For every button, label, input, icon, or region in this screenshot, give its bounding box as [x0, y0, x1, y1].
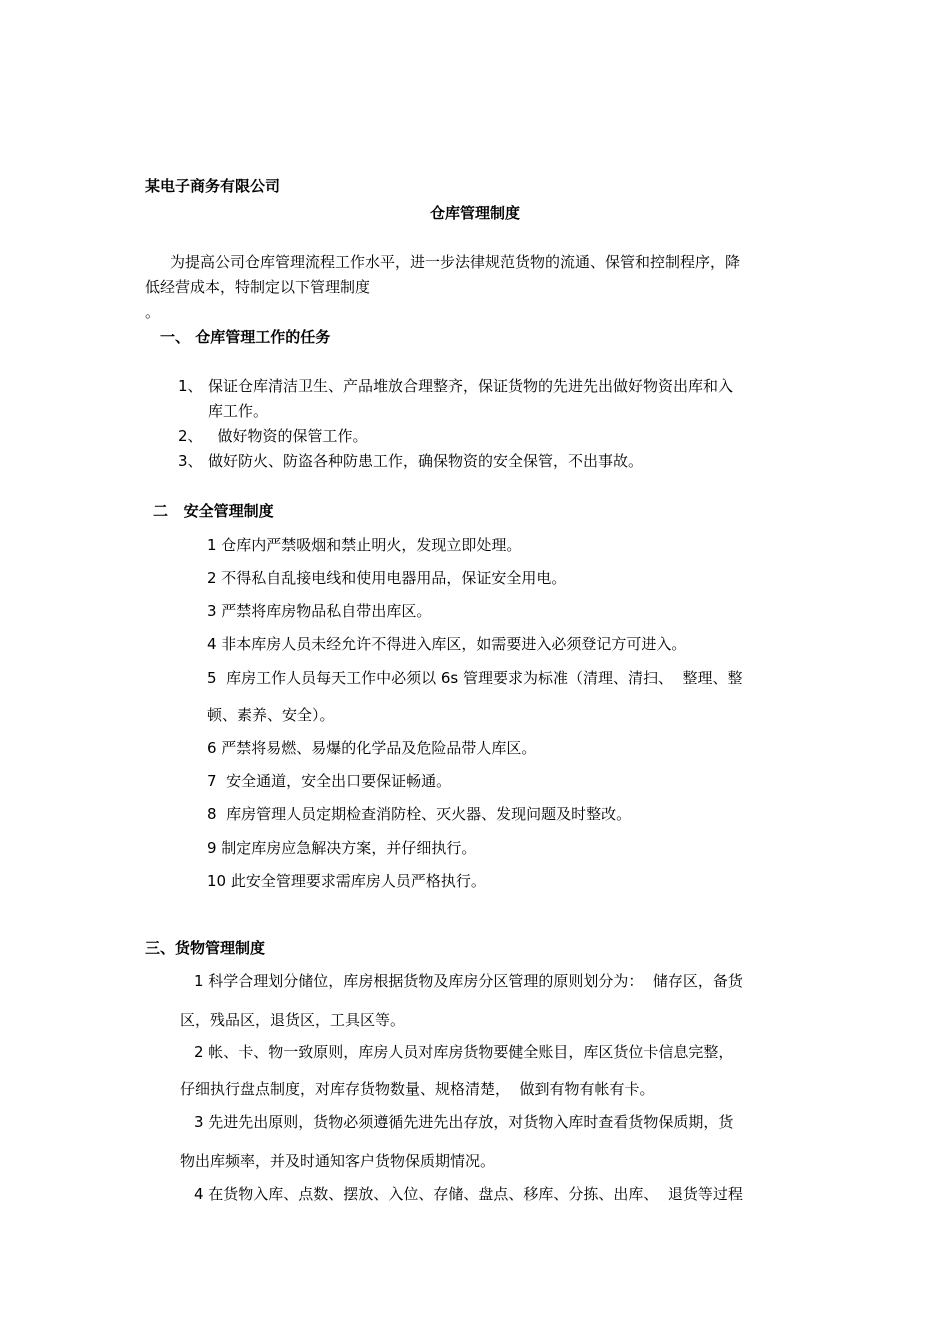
- intro-line-2: 低经营成本，特制定以下管理制度: [145, 278, 371, 296]
- company-name: 某电子商务有限公司: [145, 177, 281, 195]
- section3-line-2: 区，残品区，退货区，工具区等。: [180, 1011, 406, 1029]
- item-text: 保证仓库清洁卫生、产品堆放合理整齐，保证货物的先进先出做好物资出库和入: [208, 377, 734, 395]
- section2-item-8: 8 库房管理人员定期检查消防栓、灭火器、发现问题及时整改。: [207, 805, 632, 823]
- section2-item-1: 1 仓库内严禁吸烟和禁止明火，发现立即处理。: [207, 536, 522, 554]
- document-title: 仓库管理制度: [429, 204, 520, 222]
- section3-heading: 三、货物管理制度: [145, 939, 266, 957]
- section3-line-1: 1 科学合理划分储位，库房根据货物及库房分区管理的原则划分为： 储存区，备货: [194, 972, 743, 990]
- section1-heading: 一、 仓库管理工作的任务: [160, 328, 331, 346]
- section2-item-5-cont: 顿、素养、安全）。: [207, 706, 335, 724]
- section2-item-7: 7 安全通道，安全出口要保证畅通。: [207, 772, 452, 790]
- section3-line-7: 4 在货物入库、点数、摆放、入位、存储、盘点、移库、分拣、出库、 退货等过程: [194, 1185, 743, 1203]
- section1-item-1-cont: 库工作。: [208, 402, 269, 420]
- section2-item-9: 9 制定库房应急解决方案，并仔细执行。: [207, 839, 477, 857]
- item-text: 做好物资的保管工作。: [208, 427, 368, 445]
- section2-item-2: 2 不得私自乱接电线和使用电器用品，保证安全用电。: [207, 569, 567, 587]
- item-number: 3、: [178, 452, 203, 470]
- section3-line-4: 仔细执行盘点制度，对库存货物数量、规格清楚， 做到有物有帐有卡。: [180, 1080, 655, 1098]
- section3-line-3: 2 帐、卡、物一致原则，库房人员对库房货物要健全账目，库区货位卡信息完整，: [194, 1043, 734, 1061]
- section1-item-2: [178, 426, 368, 446]
- item-number: 2、: [178, 427, 203, 445]
- intro-line-3: 。: [145, 303, 161, 321]
- intro-line-1: 为提高公司仓库管理流程工作水平，进一步法律规范货物的流通、保管和控制程序，降: [170, 253, 741, 271]
- section3-line-5: 3 先进先出原则，货物必须遵循先进先出存放，对货物入库时查看货物保质期，货: [194, 1113, 734, 1131]
- section2-item-10: 10 此安全管理要求需库房人员严格执行。: [207, 872, 486, 890]
- section2-item-4: 4 非本库房人员未经允许不得进入库区，如需要进入必须登记方可进入。: [207, 635, 687, 653]
- item-number: 1、: [178, 377, 203, 395]
- section1-item-1: [178, 376, 733, 396]
- section2-heading: 二 安全管理制度: [153, 502, 274, 520]
- section3-line-6: 物出库频率，并及时通知客户货物保质期情况。: [180, 1152, 496, 1170]
- section2-item-3: 3 严禁将库房物品私自带出库区。: [207, 602, 432, 620]
- section2-item-6: 6 严禁将易燃、易爆的化学品及危险品带人库区。: [207, 739, 537, 757]
- section2-item-5: 5 库房工作人员每天工作中必须以 6s 管理要求为标准（清理、清扫、 整理、整: [207, 669, 743, 687]
- item-text: 做好防火、防盗各种防患工作，确保物资的安全保管，不出事故。: [208, 452, 644, 470]
- section1-item-3: [178, 451, 643, 471]
